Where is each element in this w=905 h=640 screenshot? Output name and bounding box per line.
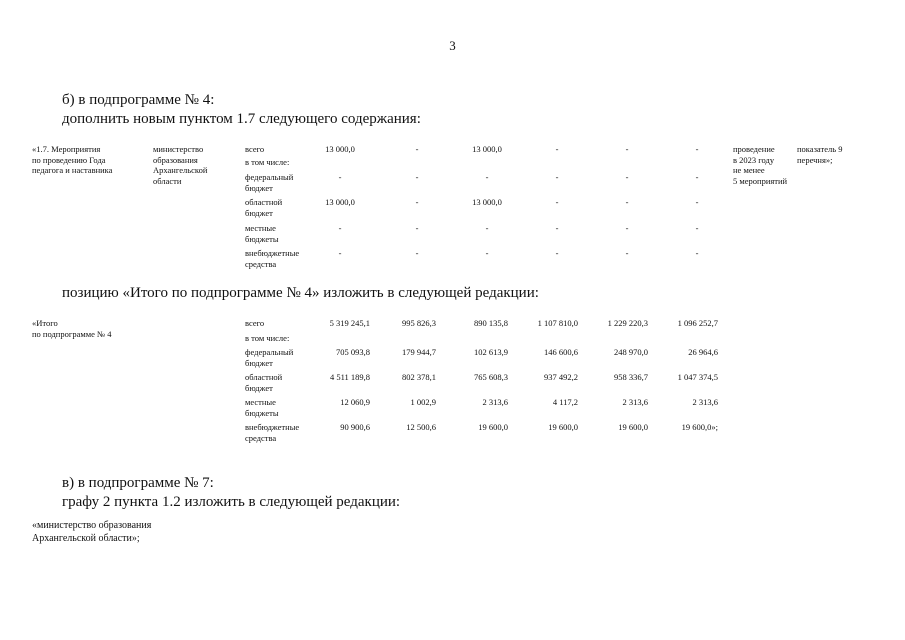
cell-value: 958 336,7 [614,372,648,382]
cell-value: 13 000,0 [472,144,502,154]
cell-value: 19 600,0 [478,422,508,432]
row-label: всего [245,318,265,328]
cell-value: - [625,172,629,182]
cell-value: - [485,223,489,233]
cell-value: - [338,172,342,182]
cell-value: 248 970,0 [614,347,648,357]
cell-value: 1 229 220,3 [607,318,648,328]
cell-value: 12 500,6 [406,422,436,432]
cell-value: - [625,197,629,207]
cell-value: 146 600,6 [544,347,578,357]
cell-value: - [695,248,699,258]
cell-value: 19 600,0 [548,422,578,432]
cell-value: - [555,144,559,154]
cell-value: - [415,144,419,154]
row-label: местные бюджеты [245,223,279,244]
cell-value: 13 000,0 [325,144,355,154]
cell-value: 13 000,0 [472,197,502,207]
row-label: внебюджетные средства [245,248,300,269]
cell-value: 995 826,3 [402,318,436,328]
cell-value: 2 313,6 [622,397,648,407]
cell-value: 1 107 810,0 [537,318,578,328]
cell-value: - [695,172,699,182]
cell-value: - [695,144,699,154]
closing-quote-line: Архангельской области»; [32,532,140,544]
cell-value: - [555,248,559,258]
cell-value: 705 093,8 [336,347,370,357]
row-label: в том числе: [245,157,290,167]
cell-value: 102 613,9 [474,347,508,357]
cell-value: - [555,223,559,233]
cell-value: - [338,248,342,258]
cell-value: - [485,248,489,258]
row-label: областной бюджет [245,372,283,393]
row-label: федеральный бюджет [245,172,294,193]
cell-value: 802 378,1 [402,372,436,382]
cell-value: - [695,197,699,207]
cell-value: 179 944,7 [402,347,436,357]
cell-value: - [338,223,342,233]
cell-value: 90 900,6 [340,422,370,432]
cell-value: 4 117,2 [552,397,578,407]
item-title: «Итого по подпрограмме № 4 [32,318,112,339]
row-label: всего [245,144,265,154]
section-b-instruction: дополнить новым пунктом 1.7 следующего содержания: [62,111,421,127]
closing-quote-line: «министерство образования [32,520,152,531]
closing-quote [32,520,151,545]
cell-value: - [625,144,629,154]
cell-value: - [415,197,419,207]
cell-value: 12 060,9 [340,397,370,407]
cell-value: 5 319 245,1 [329,318,370,328]
cell-value: 19 600,0»; [681,422,718,432]
cell-value: - [415,172,419,182]
cell-value: 4 511 189,8 [329,372,370,382]
section-v-instruction: графу 2 пункта 1.2 изложить в следующей редакции: [62,494,401,510]
row-label: федеральный бюджет [245,347,294,368]
cell-value: - [625,223,629,233]
cell-value: 2 313,6 [692,397,718,407]
row-label: областной бюджет [245,197,283,218]
cell-value: 19 600,0 [618,422,648,432]
executor: министерство образования Архангельской области [153,144,208,186]
cell-value: - [415,223,419,233]
cell-value: 890 135,8 [474,318,508,328]
expected-result: проведение в 2023 году не менее 5 мероприятий [733,144,788,186]
section-v-heading: в) в подпрограмме № 7: [62,475,214,491]
cell-value: 937 492,2 [544,372,578,382]
cell-value: 2 313,6 [482,397,508,407]
cell-value: - [415,248,419,258]
cell-value: - [625,248,629,258]
cell-value: 1 096 252,7 [677,318,718,328]
row-label: местные бюджеты [245,397,279,418]
cell-value: 1 047 374,5 [677,372,718,382]
total-instruction: позицию «Итого по подпрограмме № 4» изложить в следующей редакции: [62,285,539,301]
cell-value: 765 608,3 [474,372,508,382]
cell-value: 26 964,6 [688,347,718,357]
cell-value: - [555,197,559,207]
cell-value: - [695,223,699,233]
cell-value: - [555,172,559,182]
cell-value: - [485,172,489,182]
cell-value: 13 000,0 [325,197,355,207]
cell-value: 1 002,9 [410,397,436,407]
item-title: «1.7. Мероприятия по проведению Года педагога и наставника [32,144,113,175]
row-label: в том числе: [245,333,290,343]
row-label: внебюджетные средства [245,422,300,443]
section-b-heading: б) в подпрограмме № 4: [62,92,215,108]
indicator: показатель 9 перечня»; [797,144,843,165]
page-number: 3 [449,38,456,53]
